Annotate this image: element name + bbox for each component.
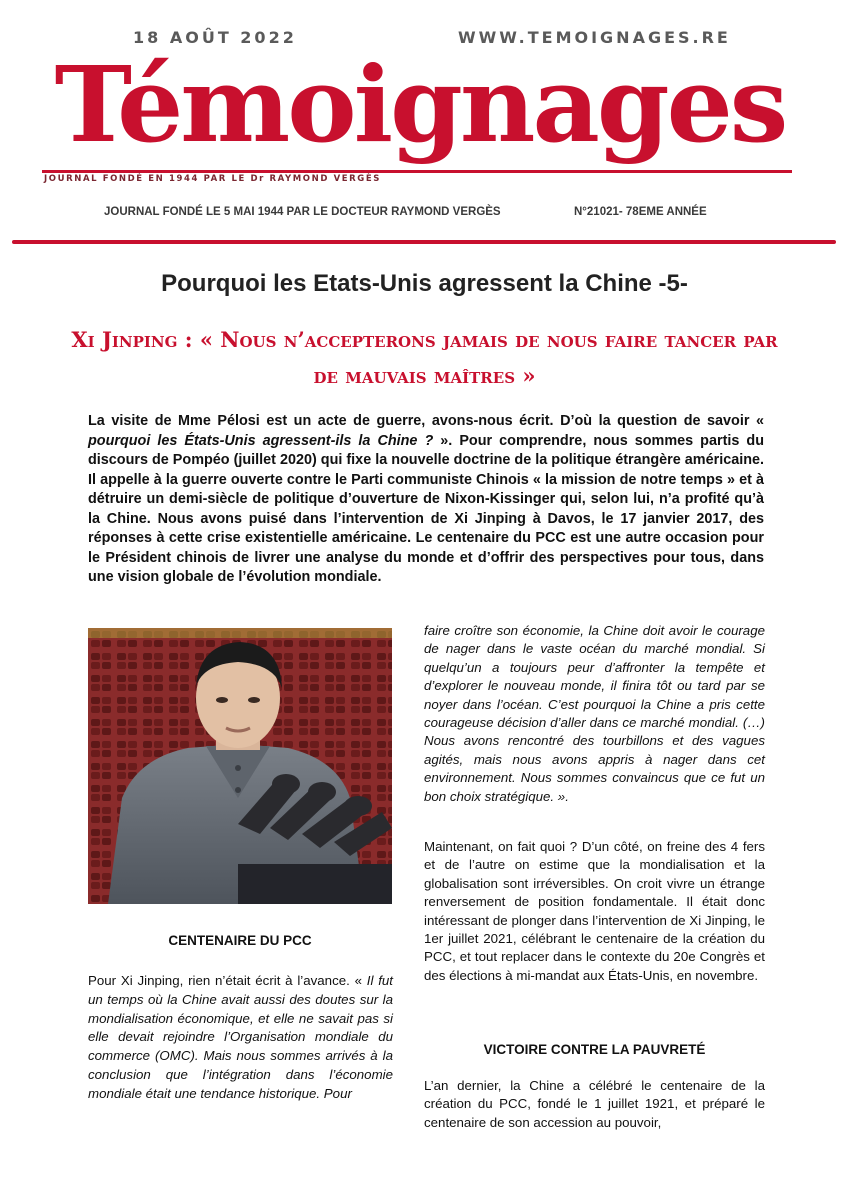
issue-number: N°21021- 78EME ANNÉE — [574, 206, 707, 218]
article-subhead: Xi Jinping : « Nous n’accepterons jamais de nous faire tancer par de mauvais maîtres » — [71, 327, 778, 388]
masthead — [40, 43, 800, 190]
column-right-quote: faire croître son économie, la Chine doit avoir le courage de nager dans le vaste océan du marché mondial. Si quelqu’un a toujours peur d’affronter la tempête et d’explorer le nouveau monde, il finira tôt ou tard par se noyer dans l’océan. C’est pourquoi la Chine a pris cette courageuse décision d’aller dans ce marché mondial. (…) Nous avons rencontré des tourbillons et des vagues agités, mais nous avons appris à nager dans cet environnement. Nous sommes convaincus que ce fut un bon choix stratégique. ». — [424, 623, 765, 804]
masthead-tagline: JOURNAL FONDÉ EN 1944 PAR LE Dr RAYMOND VERGÈS — [44, 174, 381, 184]
issue-date: 18 AOÛT 2022 — [133, 28, 297, 47]
header-divider — [12, 240, 836, 244]
website-url[interactable]: WWW.TEMOIGNAGES.RE — [458, 28, 731, 47]
lead-italic-question: pourquoi les États-Unis agressent-ils la Chine ? — [88, 432, 434, 449]
masthead-logo: Témoignages — [54, 43, 786, 166]
section-title-centenaire: CENTENAIRE DU PCC — [168, 933, 312, 948]
lead-text-start: La visite de Mme Pélosi est un acte de guerre, avons-nous écrit. D’où la question de savoir « — [88, 413, 764, 429]
article-photo — [88, 628, 392, 904]
founded-line: JOURNAL FONDÉ LE 5 MAI 1944 PAR LE DOCTEUR RAYMOND VERGÈS — [104, 206, 501, 218]
column-left-quote: Il fut un temps où la Chine avait aussi des doutes sur la mondialisation économique, et elle ne savait pas si elle devait rejoindre l’Organisation mondiale du commerce (OMC). Mais nous sommes arrivés à la conclusion que l’intégration dans l’économie mondiale était une tendance historique. Pour — [88, 973, 393, 1101]
masthead-rule — [42, 170, 792, 173]
section-title-pauvrete: VICTOIRE CONTRE LA PAUVRETÉ — [483, 1042, 706, 1057]
column-left-text — [88, 972, 393, 1104]
article-lead — [88, 412, 764, 588]
article-headline: Pourquoi les Etats-Unis agressent la Chine -5- — [161, 270, 688, 297]
lead-text-rest: ». Pour comprendre, nous sommes partis du discours de Pompéo (juillet 2020) qui fixe la nouvelle doctrine de la politique étrangère américaine. Il appelle à la guerre ouverte contre le Parti communiste Chinois « la mission de notre temps » et à détruire un demi-siècle de politique d’ouverture de Nixon-Kissinger qui, selon lui, n’a profité qu’à la Chine. Nous avons puisé dans l’intervention de Xi Jinping à Davos, le 17 janvier 2017, des réponses à cette crise existentielle américaine. Le centenaire du PCC est une autre occasion pour le Président chinois de livrer une analyse du monde et d’offrir des perspectives pour tous, dans une vision globale de l’évolution mondiale. — [88, 432, 764, 585]
column-left-intro: Pour Xi Jinping, rien n’était écrit à l’avance. « — [88, 973, 367, 988]
column-right-paragraph: Maintenant, on fait quoi ? D’un côté, on freine des 4 fers et de l’autre on estime que la mondialisation et la globalisation sont irréversibles. On croit vivre un étrange renversement de position fondamentale. Il était donc intéressant de plonger dans l’intervention de Xi Jinping, le 1er juillet 2021, célébrant le centenaire de la création du PCC, et tout replacer dans le contexte du 20e Congrès et des élections à mi-mandat aux États-Unis, en novembre. — [424, 839, 765, 983]
photo-illustration — [88, 628, 392, 904]
column-right-paragraph-2: L’an dernier, la Chine a célébré le centenaire de la création du PCC, fondé le 1 juillet 1921, et préparé le centenaire de son accession au pouvoir, — [424, 1078, 765, 1130]
